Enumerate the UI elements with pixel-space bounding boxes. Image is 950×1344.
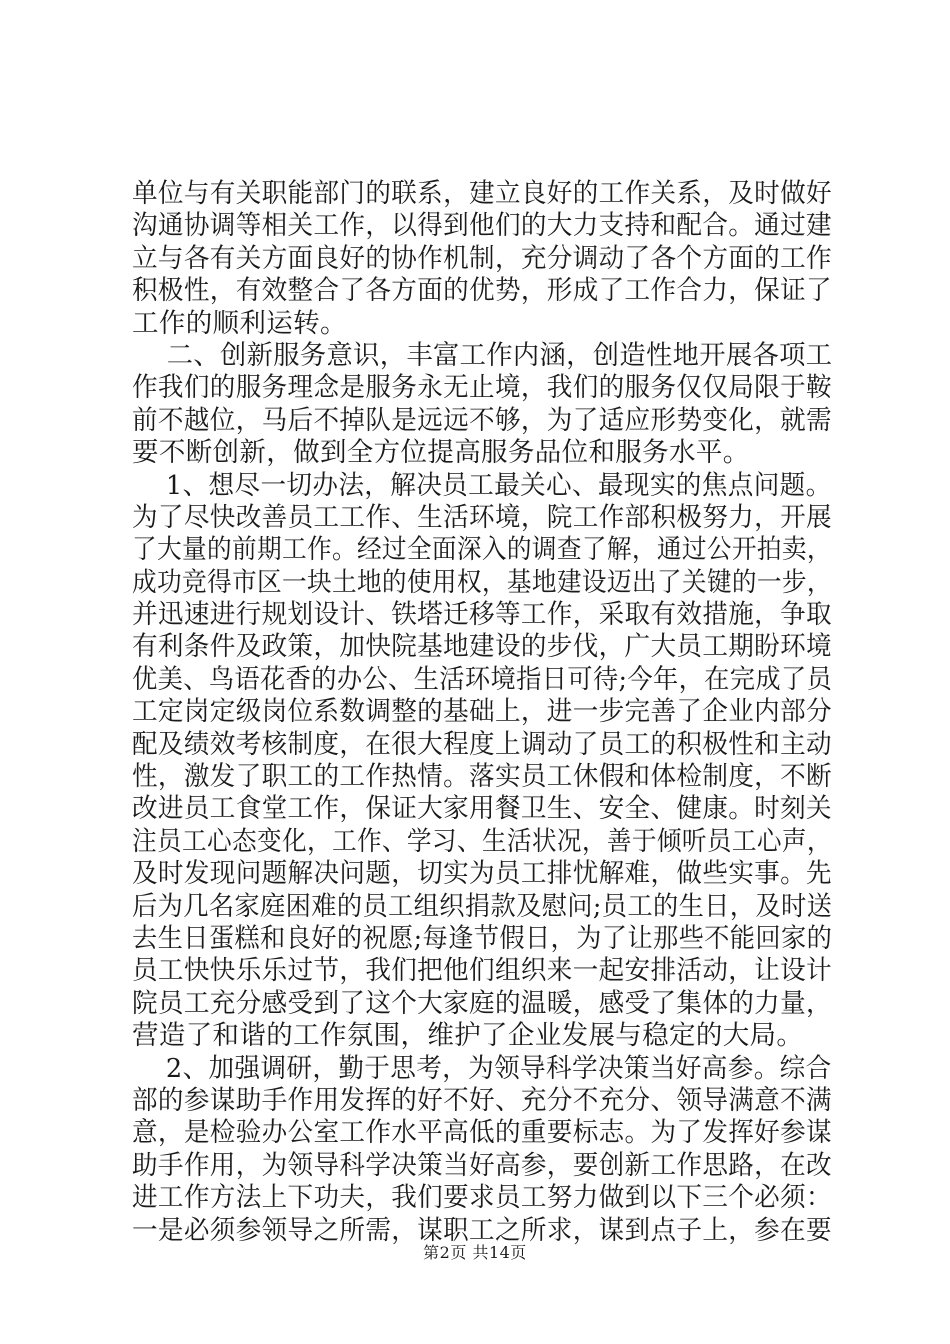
text-line: 前不越位，马后不掉队是远远不够，为了适应形势变化，就需 xyxy=(132,404,832,436)
text-line: 为了尽快改善员工工作、生活环境，院工作部积极努力，开展 xyxy=(132,501,832,533)
page-footer: 第2页 共14页 xyxy=(423,1243,527,1262)
text-line: 有利条件及政策，加快院基地建设的步伐，广大员工期盼环境 xyxy=(132,631,832,663)
text-line: 工定岗定级岗位系数调整的基础上，进一步完善了企业内部分 xyxy=(132,696,832,728)
text-line: 及时发现问题解决问题，切实为员工排忧解难，做些实事。先 xyxy=(132,858,832,890)
text-line: 1、想尽一切办法，解决员工最关心、最现实的焦点问题。 xyxy=(132,469,832,501)
document-body xyxy=(132,178,832,1247)
text-line: 工作的顺利运转。 xyxy=(132,307,347,339)
text-line: 成功竞得市区一块土地的使用权，基地建设迈出了关键的一步， xyxy=(132,566,832,598)
text-line: 助手作用，为领导科学决策当好高参，要创新工作思路，在改 xyxy=(132,1149,832,1181)
text-line: 优美、鸟语花香的办公、生活环境指日可待;今年，在完成了员 xyxy=(132,663,833,695)
text-line: 院员工充分感受到了这个大家庭的温暖，感受了集体的力量， xyxy=(132,987,832,1019)
text-line: 一是必须参领导之所需，谋职工之所求，谋到点子上，参在要 xyxy=(132,1214,832,1246)
text-line: 立与各有关方面良好的协作机制，充分调动了各个方面的工作 xyxy=(132,242,832,274)
text-line: 了大量的前期工作。经过全面深入的调查了解，通过公开拍卖， xyxy=(132,534,832,566)
text-line: 去生日蛋糕和良好的祝愿;每逢节假日，为了让那些不能回家的 xyxy=(132,922,833,954)
text-line: 沟通协调等相关工作，以得到他们的大力支持和配合。通过建 xyxy=(132,210,832,242)
text-line: 员工快快乐乐过节，我们把他们组织来一起安排活动，让设计 xyxy=(132,955,832,987)
text-line: 并迅速进行规划设计、铁塔迁移等工作，采取有效措施，争取 xyxy=(132,599,832,631)
text-line: 部的参谋助手作用发挥的好不好、充分不充分、领导满意不满 xyxy=(132,1084,832,1116)
text-line: 积极性，有效整合了各方面的优势，形成了工作合力，保证了 xyxy=(132,275,832,307)
text-line: 单位与有关职能部门的联系，建立良好的工作关系，及时做好 xyxy=(132,178,832,209)
text-line: 后为几名家庭困难的员工组织捐款及慰问;员工的生日，及时送 xyxy=(132,890,833,922)
text-line: 意，是检验办公室工作水平高低的重要标志。为了发挥好参谋 xyxy=(132,1117,832,1149)
text-line: 2、加强调研，勤于思考，为领导科学决策当好高参。综合 xyxy=(132,1052,832,1084)
text-line: 注员工心态变化，工作、学习、生活状况，善于倾听员工心声， xyxy=(132,825,832,857)
text-line: 改进员工食堂工作，保证大家用餐卫生、安全、健康。时刻关 xyxy=(132,793,832,825)
text-line: 要不断创新，做到全方位提高服务品位和服务水平。 xyxy=(132,437,750,469)
text-line: 进工作方法上下功夫，我们要求员工努力做到以下三个必须： xyxy=(132,1182,832,1214)
text-line: 作我们的服务理念是服务永无止境，我们的服务仅仅局限于鞍 xyxy=(132,372,832,404)
text-line: 性，激发了职工的工作热情。落实员工休假和体检制度，不断 xyxy=(132,761,832,793)
text-line: 营造了和谐的工作氛围，维护了企业发展与稳定的大局。 xyxy=(132,1020,804,1052)
text-line: 配及绩效考核制度，在很大程度上调动了员工的积极性和主动 xyxy=(132,728,832,760)
text-line: 二、创新服务意识，丰富工作内涵，创造性地开展各项工 xyxy=(132,339,833,371)
